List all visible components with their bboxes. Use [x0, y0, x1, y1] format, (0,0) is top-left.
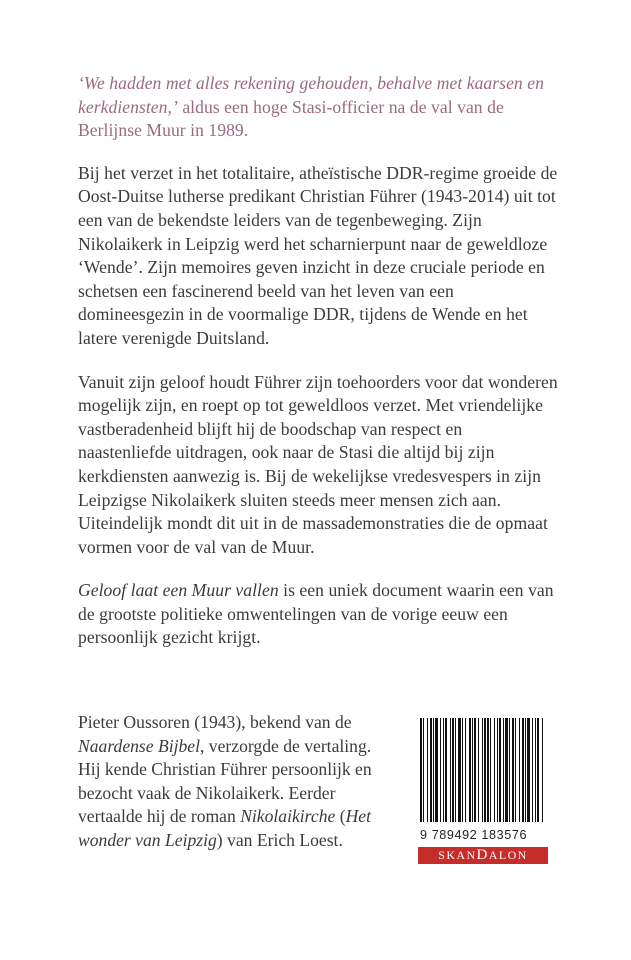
barcode-bar [512, 718, 514, 822]
barcode-bar [430, 718, 432, 822]
barcode-bar [494, 718, 495, 822]
barcode-bar [455, 718, 456, 822]
barcode-bar [522, 718, 524, 822]
barcode-bar [443, 718, 444, 822]
bio-text-1: Pieter Oussoren (1943), bekend van de [78, 712, 352, 732]
isbn-number: 9 789492 183576 [420, 828, 528, 842]
bio-novel-title: Nikolaikirche [240, 806, 336, 827]
opening-quote [78, 72, 558, 143]
barcode-bar [452, 718, 454, 822]
closing-text: is een uniek document waarin een van de grootste politieke omwentelingen van de vorige eeuw een persoonlijk gezicht krijgt. [78, 580, 554, 648]
bio-text-2: , verzorgde de vertaling. Hij kende Christian Führer persoonlijk en bezocht vaak de Nikolaikerk. Eerder vertaalde hij de roman [78, 735, 372, 827]
barcode-bar [537, 718, 539, 822]
barcode-bar [542, 718, 543, 822]
bio-novel-subtitle: Het wonder van Leipzig [78, 806, 371, 850]
barcode-bar [525, 718, 526, 822]
barcode-bar [435, 718, 438, 822]
barcode-bar [458, 718, 461, 822]
barcode-bar [478, 718, 479, 822]
barcode-bar [505, 718, 508, 822]
barcode-bar [472, 718, 473, 822]
paragraph-faith: Vanuit zijn geloof houdt Führer zijn toehoorders voor dat wonderen mogelijk zijn, en roept op tot geweldloos verzet. Met vriendelijke vastberadenheid blijft hij de boodschap van respect en naastenliefde uitdragen, ook naar de Stasi die altijd bij zijn kerkdiensten aanwezig is. Bij de wekelijkse vredesvespers in zijn Leipzigse Nikolaikerk sluiten steeds meer mensen zich aan. Uiteindelijk mondt dit uit in de massademonstraties die de opmaat vormen voor de val van de Muur. [78, 371, 558, 557]
barcode-bar [440, 718, 441, 822]
quote-attribution: aldus een hoge Stasi-officier na de val van de Berlijnse Muur in 1989. [78, 96, 504, 141]
barcode-bar [469, 718, 471, 822]
barcode-bar [532, 718, 533, 822]
bio-text-3: ( [335, 806, 346, 827]
barcode-bar [465, 718, 466, 822]
bio-text-4: ) van Erich Loest. [216, 829, 343, 850]
barcode-bars [418, 718, 546, 826]
paragraph-biography: Bij het verzet in het totalitaire, atheïstische DDR-regime groeide de Oost-Duitse lutherse predikant Christian Führer (1943-2014) uit tot een van de bekendste leiders van de tegenbeweging. Zijn Nikolaikerk in Leipzig werd het scharnierpunt naar de geweldloze ‘Wende’. Zijn memoires geven inzicht in deze cruciale periode en schetsen een fascinerend beeld van het leven van een domineesgezin in de voormalige DDR, tijdens de Wende en het latere verenigde Duitsland. [78, 162, 558, 348]
barcode-bar [490, 718, 491, 822]
barcode-bar [427, 718, 428, 822]
barcode-bar [420, 718, 422, 822]
paragraph-closing [78, 579, 558, 650]
barcode-bar [509, 718, 510, 822]
publisher-logo [418, 847, 548, 864]
barcode-bar [450, 718, 451, 822]
barcode-bar [535, 718, 536, 822]
barcode-bar [503, 718, 504, 822]
barcode-bar [484, 718, 486, 822]
barcode-bar [474, 718, 476, 822]
bio-bible-title: Naardense Bijbel [78, 735, 200, 756]
back-cover-text [78, 72, 558, 650]
barcode-bar [433, 718, 434, 822]
translator-bio [78, 711, 378, 853]
barcode-bar [487, 718, 489, 822]
barcode-bar [527, 718, 530, 822]
barcode-bar [515, 718, 516, 822]
barcode-bar [497, 718, 498, 822]
barcode-bar [423, 718, 424, 822]
quote-italic: ‘We hadden met alles rekening gehouden, behalve met kaarsen en kerkdiensten,’ [78, 73, 544, 117]
barcode-bar [482, 718, 483, 822]
barcode-bar [519, 718, 520, 822]
book-title: Geloof laat een Muur vallen [78, 580, 279, 601]
isbn-barcode [418, 718, 546, 861]
barcode-bar [499, 718, 501, 822]
logo-part-c: ALON [488, 848, 528, 862]
logo-part-a: SKAN [438, 848, 477, 862]
barcode-bar [462, 718, 463, 822]
logo-part-b: D [476, 847, 489, 863]
barcode-bar [445, 718, 447, 822]
